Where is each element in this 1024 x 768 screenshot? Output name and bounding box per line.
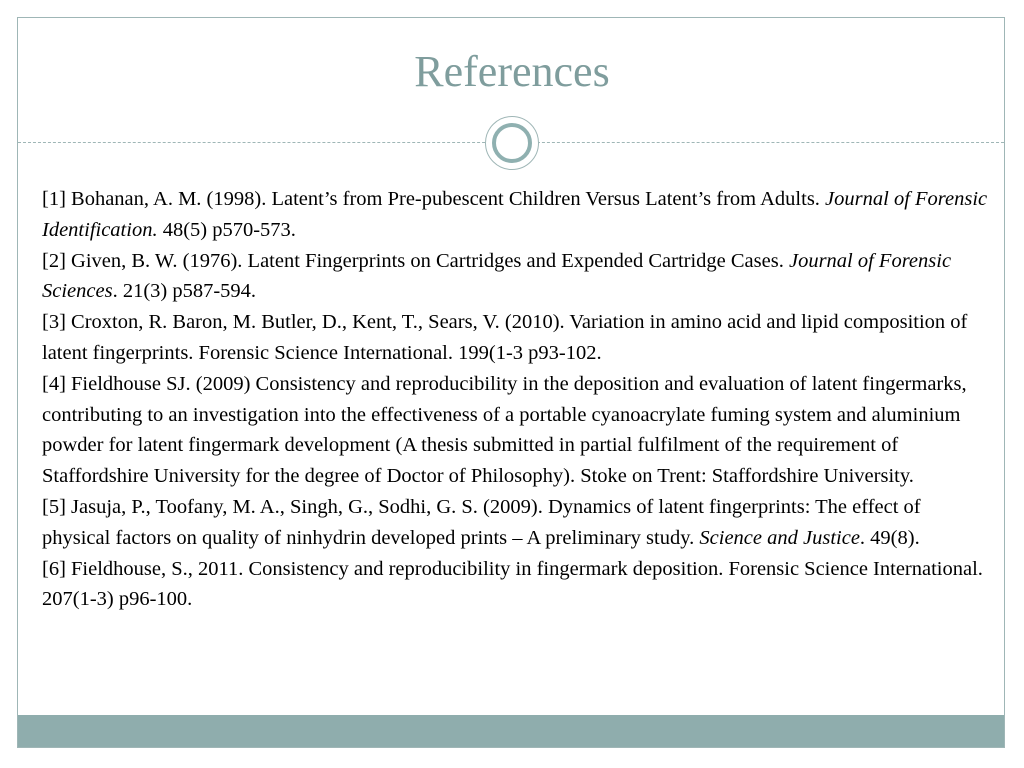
- reference-5: [42, 492, 992, 554]
- reference-text: [4] Fieldhouse SJ. (2009) Consistency and reproducibility in the deposition and evaluation of latent fingermarks, contributing to an investigation into the effectiveness of a portable cyanoacrylate fuming system and aluminium powder for latent fingermark development (A thesis submitted in partial fulfilment of the requirement of Staffordshire University for the degree of Doctor of Philosophy). Stoke on Trent: Staffordshire University.: [42, 372, 967, 488]
- reference-text: [5] Jasuja, P., Toofany, M. A., Singh, G., Sodhi, G. S. (2009). Dynamics of latent fingerprints: The effect of physical factors on quality of ninhydrin developed prints – A preliminary study.: [42, 495, 921, 549]
- reference-details: . 21(3) p587-594.: [112, 280, 257, 303]
- reference-text: [3] Croxton, R. Baron, M. Butler, D., Kent, T., Sears, V. (2010). Variation in amino acid and lipid composition of latent fingerprints. Forensic Science International. 199(1-3 p93-102.: [42, 311, 968, 364]
- reference-1: [42, 184, 992, 246]
- reference-journal: Science and Justice: [699, 526, 860, 549]
- reference-3: [42, 307, 992, 369]
- slide-title: References: [414, 47, 610, 96]
- footer-bar: [18, 715, 1004, 747]
- references-list: [42, 184, 992, 615]
- circle-ornament-icon: [485, 116, 539, 170]
- reference-details: 48(5) p570-573.: [157, 218, 296, 241]
- circle-ornament-inner: [492, 123, 532, 163]
- reference-4: [42, 369, 992, 492]
- reference-6: [42, 554, 992, 616]
- reference-2: [42, 246, 992, 308]
- reference-text: [6] Fieldhouse, S., 2011. Consistency and reproducibility in fingermark deposition. Forensic Science International. 207(1-3) p96-100.: [42, 557, 983, 611]
- reference-text: [1] Bohanan, A. M. (1998). Latent’s from Pre-pubescent Children Versus Latent’s from Adults.: [42, 188, 826, 210]
- reference-details: . 49(8).: [859, 526, 920, 549]
- reference-text: [2] Given, B. W. (1976). Latent Fingerprints on Cartridges and Expended Cartridge Cases.: [42, 249, 789, 272]
- reference-journal: Journal of Forensic Sciences: [42, 249, 952, 303]
- reference-journal: Journal of Forensic Identification.: [42, 188, 988, 241]
